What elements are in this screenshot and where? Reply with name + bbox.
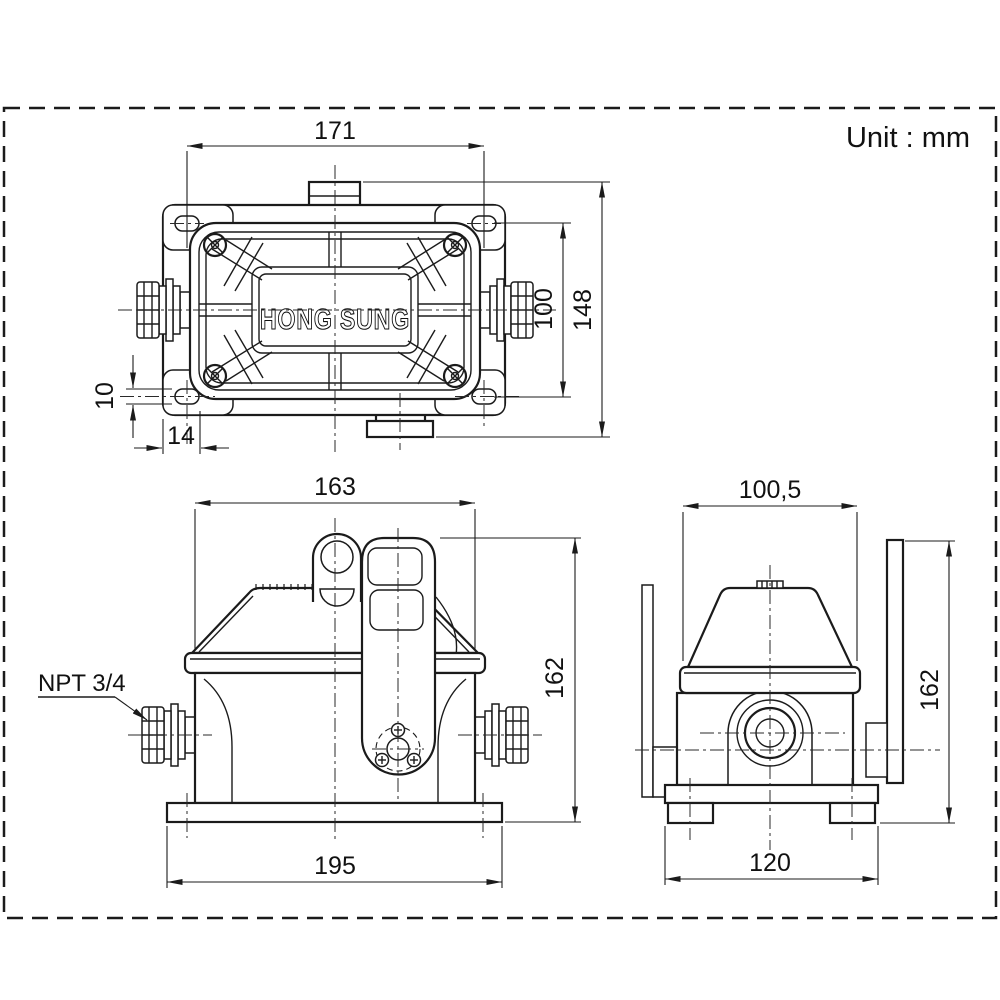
dim-195 — [167, 826, 502, 888]
dim-14-label: 14 — [167, 422, 195, 450]
dim-148-label: 148 — [569, 289, 597, 331]
lever-blade-right — [887, 540, 903, 783]
npt-callout — [38, 670, 147, 720]
dim-14 — [134, 411, 229, 454]
dim-120 — [665, 826, 878, 885]
dim-163-label: 163 — [314, 473, 356, 501]
npt-label: NPT 3/4 — [38, 670, 126, 697]
side-view — [635, 476, 955, 885]
dim-162-front-label: 162 — [541, 657, 569, 699]
roller-head — [313, 534, 361, 606]
dim-100-5-label: 100,5 — [738, 476, 802, 504]
roller-pin — [321, 541, 353, 573]
dim-195-label: 195 — [314, 852, 356, 880]
dim-100-label: 100 — [530, 288, 558, 330]
top-view — [91, 117, 610, 454]
dim-162-side-label: 162 — [916, 669, 944, 711]
brand-embossing: HONG SUNG — [260, 304, 410, 336]
dim-171-label: 171 — [314, 117, 356, 145]
lever-blade-left — [642, 585, 653, 797]
dim-10-label: 10 — [91, 382, 119, 410]
front-view — [38, 473, 581, 888]
side-base — [665, 785, 878, 823]
unit-label: Unit : mm — [845, 122, 971, 154]
dim-120-label: 120 — [749, 849, 791, 877]
